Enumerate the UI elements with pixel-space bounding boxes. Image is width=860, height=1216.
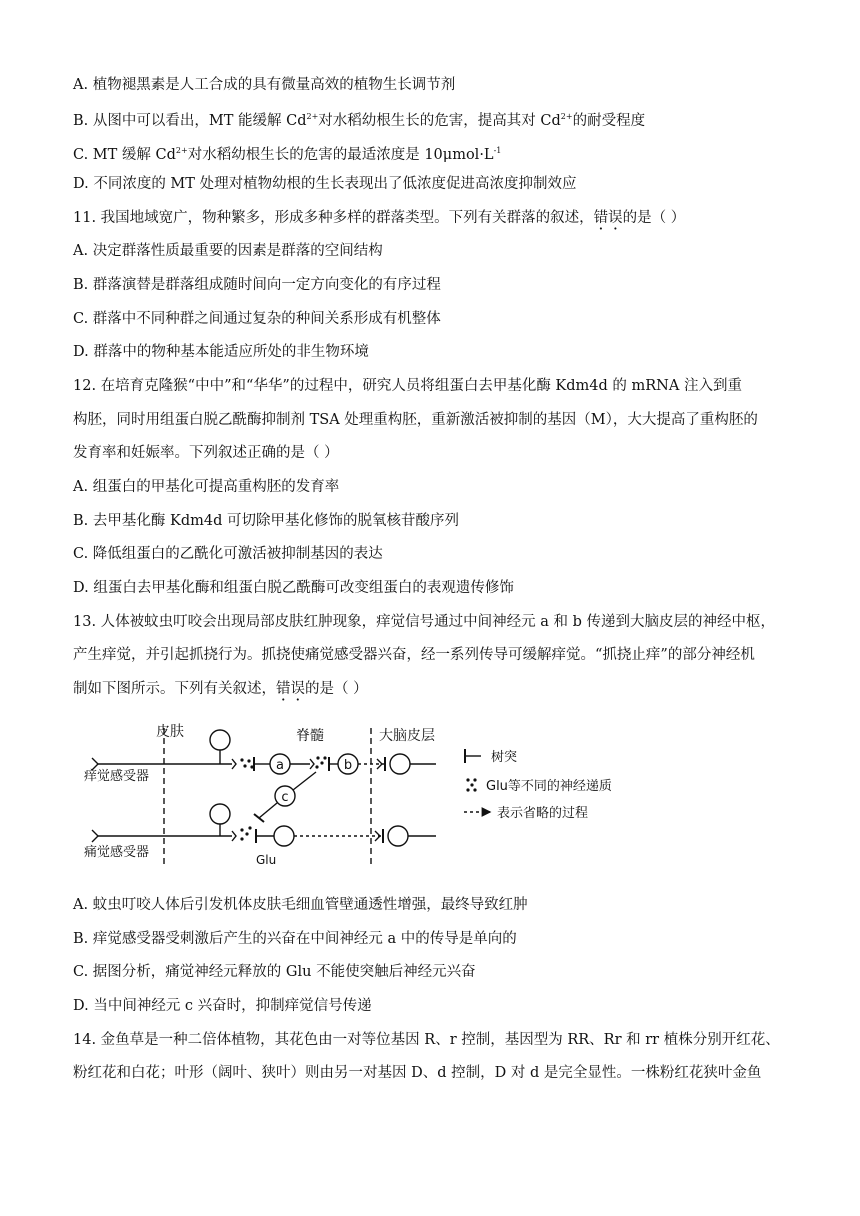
- q11-option-c: C. 群落中不同种群之间通过复杂的种间关系形成有机整体: [73, 311, 441, 327]
- q10-option-c: C. MT 缓解 $Cd^{2+}$对水稻幼根生长的危害的最适浓度是 $10\mu mol\cdot L^{-1}$: [73, 146, 502, 163]
- legend-transmitter: Glu等不同的神经递质: [486, 779, 612, 794]
- pain-neuron-soma: [210, 804, 230, 824]
- legend-omitted: 表示省略的过程: [497, 806, 589, 821]
- q12-option-d: D. 组蛋白去甲基化酶和组蛋白脱乙酰酶可改变组蛋白的表观遗传修饰: [73, 580, 514, 596]
- pain-receptor-label: 痛觉感受器: [84, 845, 150, 860]
- q13-option-c: C. 据图分析，痛觉神经元释放的 Glu 不能使突触后神经元兴奋: [73, 964, 476, 980]
- neuron-a-label: a: [276, 758, 284, 773]
- q11-option-d: D. 群落中的物种基本能适应所处的非生物环境: [73, 344, 369, 360]
- cortex-neuron-bottom: [388, 826, 408, 846]
- nerve-mechanism-figure: [84, 714, 664, 874]
- q10-option-b: B. 从图中可以看出，MT 能缓解 $Cd^{2+}$对水稻幼根生长的危害，提高其对 $Cd^{2+}$的耐受程度: [73, 112, 646, 129]
- q14-stem-line-2: 粉红花和白花；叶形（阔叶、狭叶）则由另一对基因 D、d 控制，D 对 d 是完全显性。一株粉红花狭叶金鱼: [73, 1065, 762, 1081]
- q12-option-b: B. 去甲基化酶 Kdm4d 可切除甲基化修饰的脱氧核苷酸序列: [73, 513, 459, 529]
- q13-stem-line-3: 制如下图所示。下列有关叙述，错误的是（ ）: [73, 681, 368, 697]
- q13-option-d: D. 当中间神经元 c 兴奋时，抑制痒觉信号传递: [73, 998, 372, 1014]
- q12-stem-line-2: 构胚，同时用组蛋白脱乙酰酶抑制剂 TSA 处理重构胚，重新激活被抑制的基因（M），大大提高了重构胚的: [73, 412, 758, 428]
- legend-dendrite: 树突: [491, 750, 518, 765]
- figure-legend: [464, 749, 612, 821]
- pain-spine-neuron: [274, 826, 294, 846]
- q10-option-d: D. 不同浓度的 MT 处理对植物幼根的生长表现出了低浓度促进高浓度抑制效应: [73, 176, 577, 192]
- skin-label: 皮肤: [156, 724, 184, 740]
- itch-neuron-soma: [210, 730, 230, 750]
- q13-stem-line-1: 13. 人体被蚊虫叮咬会出现局部皮肤红肿现象，痒觉信号通过中间神经元 a 和 b 传递到大脑皮层的神经中枢，: [73, 614, 776, 630]
- glu-label: Glu: [256, 853, 277, 867]
- spine-label: 脊髓: [296, 728, 324, 744]
- q14-stem-line-1: 14. 金鱼草是一种二倍体植物，其花色由一对等位基因 R、r 控制，基因型为 RR、Rr 和 rr 植株分别开红花、: [73, 1032, 780, 1048]
- q13-stem-line-2: 产生痒觉，并引起抓挠行为。抓挠使痛觉感受器兴奋，经一系列传导可缓解痒觉。“抓挠止痒”的部分神经机: [73, 647, 755, 663]
- q12-stem-line-3: 发育率和妊娠率。下列叙述正确的是（ ）: [73, 445, 339, 461]
- cortex-neuron-top: [390, 754, 410, 774]
- q11-option-b: B. 群落演替是群落组成随时间向一定方向变化的有序过程: [73, 277, 441, 293]
- q10-option-a: A. 植物褪黑素是人工合成的具有微量高效的植物生长调节剂: [73, 77, 456, 93]
- q11-stem: 11. 我国地域宽广，物种繁多，形成多种多样的群落类型。下列有关群落的叙述，错误的是（ ）: [73, 210, 686, 226]
- q13-option-b: B. 痒觉感受器受刺激后产生的兴奋在中间神经元 a 中的传导是单向的: [73, 931, 517, 947]
- cortex-label: 大脑皮层: [379, 728, 435, 744]
- q12-option-c: C. 降低组蛋白的乙酰化可激活被抑制基因的表达: [73, 546, 383, 562]
- itch-receptor-label: 痒觉感受器: [84, 769, 150, 784]
- transmitter-legend-symbol: [466, 778, 476, 791]
- q12-stem-line-1: 12. 在培育克隆猴“中中”和“华华”的过程中，研究人员将组蛋白去甲基化酶 Kdm4d 的 mRNA 注入到重: [73, 378, 742, 394]
- q13-option-a: A. 蚊虫叮咬人体后引发机体皮肤毛细血管壁通透性增强，最终导致红肿: [73, 897, 528, 913]
- q11-option-a: A. 决定群落性质最重要的因素是群落的空间结构: [73, 243, 383, 259]
- q12-option-a: A. 组蛋白的甲基化可提高重构胚的发育率: [73, 479, 340, 495]
- neuron-c-branch: [254, 772, 316, 822]
- neuron-b-label: b: [343, 758, 353, 773]
- neuron-c-label: c: [281, 790, 289, 805]
